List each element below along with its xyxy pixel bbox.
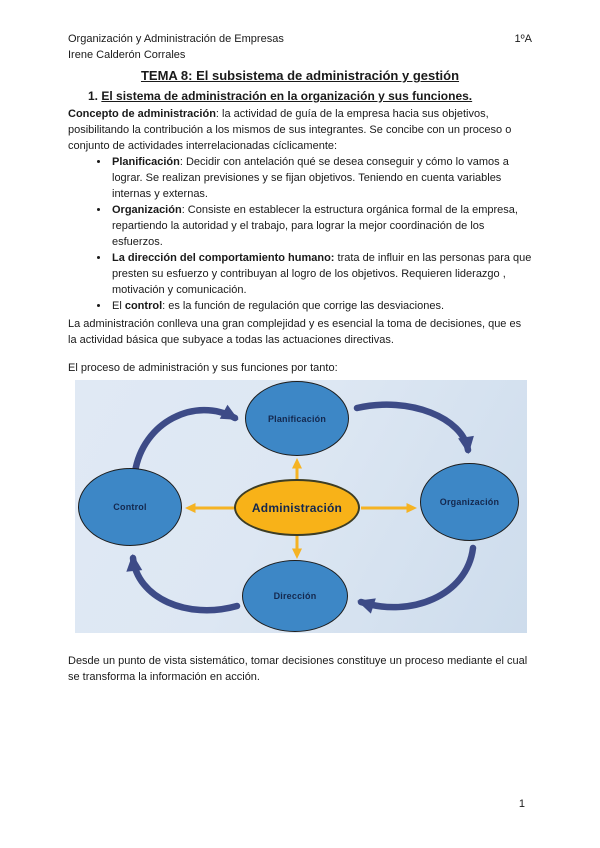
node-label: Organización	[439, 497, 500, 507]
diagram-node-organizacion	[420, 463, 519, 541]
concept-lead: Concepto de administración	[68, 108, 216, 120]
functions-bullet-list	[68, 154, 532, 314]
section-number: 1.	[88, 89, 99, 103]
node-label: Control	[113, 502, 147, 512]
diagram-center-administracion	[234, 479, 360, 536]
header-course: Organización y Administración de Empresas	[68, 33, 284, 45]
bullet-pre: El	[112, 300, 125, 312]
cycle-arrow-organizacion-to-direccion	[361, 548, 473, 607]
page-title: TEMA 8: El subsistema de administración y gestión	[140, 68, 460, 83]
center-label: Administración	[251, 500, 343, 515]
page-number: 1	[518, 798, 525, 810]
bullet-lead: Organización	[112, 204, 182, 216]
page-header	[68, 31, 532, 47]
cycle-arrow-control-to-planificacion	[135, 410, 235, 472]
header-group: 1ºA	[514, 33, 532, 45]
list-item-organizacion	[110, 202, 532, 250]
systemic-paragraph: Desde un punto de vista sistemático, tomar decisiones constituye un proceso mediante el cual se transforma la información en acción.	[68, 655, 528, 683]
bullet-rest: trata de influir en las personas para que presten su esfuerzo y contribuyan al logro de los objetivos. Requieren liderazgo , motivación y comunicación.	[112, 252, 532, 296]
diagram-node-planificacion	[245, 381, 349, 456]
administration-process-diagram	[75, 380, 527, 633]
list-item-control	[110, 298, 532, 314]
bullet-rest: : Consiste en establecer la estructura orgánica formal de la empresa, repartiendo la autoridad y el trabajo, para lograr la mejor coordinación de los esfuerzos.	[112, 204, 518, 248]
bullet-lead: La dirección del comportamiento humano:	[112, 252, 335, 264]
bullet-lead: control	[124, 300, 163, 312]
node-label: Planificación	[267, 413, 327, 424]
node-label: Dirección	[273, 591, 317, 601]
list-item-direccion	[110, 250, 532, 298]
process-intro-paragraph: El proceso de administración y sus funciones por tanto:	[68, 362, 338, 374]
complexity-paragraph: La administración conlleva una gran complejidad y es esencial la toma de decisiones, que es la actividad básica que subyace a todas las actuaciones directivas.	[68, 318, 522, 346]
bullet-rest: : Decidir con antelación qué se desea conseguir y cómo lo vamos a lograr. Se realizan previsiones y se fijan objetivos. Teniendo en cuenta variables internas y externas.	[112, 156, 509, 200]
section-heading-text: El sistema de administración en la organización y sus funciones.	[101, 89, 473, 103]
header-author: Irene Calderón Corrales	[68, 49, 186, 61]
bullet-rest: : es la función de regulación que corrige las desviaciones.	[162, 300, 445, 312]
diagram-node-control	[78, 468, 182, 546]
section-heading	[88, 88, 532, 105]
cycle-arrow-direccion-to-control	[133, 558, 237, 610]
cycle-arrow-planificacion-to-organizacion	[357, 405, 468, 450]
concept-paragraph	[68, 106, 532, 154]
bullet-lead: Planificación	[112, 156, 180, 168]
list-item-planificacion	[110, 154, 532, 202]
diagram-node-direccion	[242, 560, 348, 632]
concept-rest: : la actividad de guía de la empresa hacia sus objetivos, posibilitando la contribución a los mismos de sus integrantes. Se concibe con un proceso o conjunto de actividades interrelacionadas cíclicamente:	[68, 108, 512, 152]
